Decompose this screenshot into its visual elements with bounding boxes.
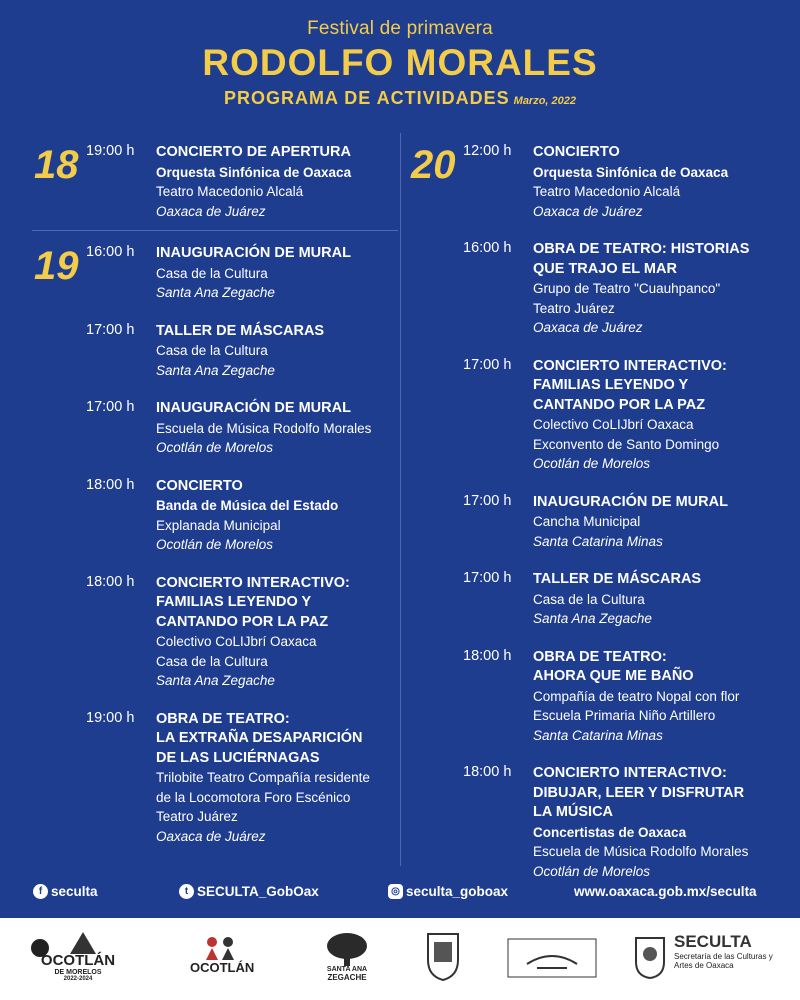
event-time: 17:00 h [463, 492, 512, 509]
event-detail: Grupo de Teatro "Cuauhpanco" [533, 281, 721, 296]
event-detail: Casa de la Cultura [533, 591, 645, 607]
event-time: 17:00 h [86, 321, 135, 338]
event-detail: Concertistas de Oaxaca [533, 824, 687, 840]
event-title: INAUGURACIÓN DE MURAL [156, 400, 351, 416]
zegache-logo [324, 932, 370, 982]
event-place: Oaxaca de Juárez [156, 828, 266, 844]
twitter-link[interactable] [179, 884, 319, 899]
event-title: CONCIERTO [533, 144, 620, 160]
day-number: 20 [411, 143, 456, 187]
event-title: QUE TRAJO EL MAR [533, 260, 677, 277]
event-title: TALLER DE MÁSCARAS [533, 571, 702, 587]
event-title: FAMILIAS LEYENDO Y [156, 594, 312, 610]
event-detail: Compañía de teatro Nopal con flor [533, 688, 740, 704]
event-detail: Teatro Macedonio Alcalá [156, 184, 304, 199]
event-time: 18:00 h [86, 476, 135, 493]
event-item [30, 399, 400, 458]
event-time: 17:00 h [463, 570, 512, 586]
event-time: 16:00 h [463, 240, 512, 256]
event-detail: Escuela de Música Rodolfo Morales [533, 844, 749, 859]
event-detail: Exconvento de Santo Domingo [533, 436, 720, 452]
seculta-sub1: Secretaría de las Culturas y [674, 952, 773, 961]
event-item [30, 710, 400, 847]
event-item [30, 477, 400, 555]
ocotlan-logo-sub: DE MORELOS [54, 969, 102, 976]
foundation-logo [507, 938, 597, 978]
event-item [30, 143, 400, 221]
twitter-icon: t [179, 884, 194, 899]
event-item [407, 570, 787, 629]
event-item [407, 764, 787, 881]
event-time: 18:00 h [86, 573, 135, 590]
event-title: INAUGURACIÓN DE MURAL [156, 245, 351, 261]
day-block-18 [30, 143, 400, 221]
event-place: Santa Ana Zegache [156, 362, 275, 378]
seculta-sub2: Artes de Oaxaca [674, 961, 734, 970]
event-title: LA EXTRAÑA DESAPARICIÓN [156, 730, 363, 746]
event-title: INAUGURACIÓN DE MURAL [533, 493, 728, 510]
column-divider [400, 133, 401, 866]
event-title: OBRA DE TEATRO: [533, 648, 667, 665]
event-place: Santa Ana Zegache [156, 285, 275, 300]
facebook-icon: f [33, 884, 48, 899]
day-number: 19 [34, 244, 79, 288]
day-block-20 [407, 143, 787, 881]
event-title: CONCIERTO DE APERTURA [156, 144, 351, 160]
zegache-logo-sub: ZEGACHE [327, 973, 367, 982]
left-column [30, 143, 400, 844]
event-item [30, 244, 400, 303]
event-time: 19:00 h [86, 709, 135, 726]
event-title: TALLER DE MÁSCARAS [156, 322, 325, 339]
event-place: Ocotlán de Morelos [533, 863, 651, 879]
event-detail: Banda de Música del Estado [156, 498, 339, 513]
tree-icon [324, 932, 370, 966]
event-place: Ocotlán de Morelos [156, 440, 274, 455]
municipal-seal [426, 930, 460, 982]
subtitle-row [0, 88, 800, 109]
event-detail: Escuela de Música Rodolfo Morales [156, 420, 372, 436]
event-detail: Casa de la Cultura [156, 343, 268, 358]
festival-label: Festival de primavera [307, 18, 493, 39]
event-title: OBRA DE TEATRO: HISTORIAS [533, 241, 750, 257]
state-seal-icon [632, 932, 668, 980]
day-number: 18 [34, 143, 79, 187]
event-title: LA MÚSICA [533, 804, 614, 820]
event-title: CANTANDO POR LA PAZ [156, 613, 329, 630]
event-title: CANTANDO POR LA PAZ [533, 396, 706, 413]
handshake-icon [507, 938, 597, 978]
event-detail: Orquesta Sinfónica de Oaxaca [156, 164, 352, 180]
event-detail: Casa de la Cultura [156, 265, 268, 281]
subtitle: PROGRAMA DE ACTIVIDADES [223, 88, 510, 108]
event-place: Santa Catarina Minas [533, 727, 663, 743]
event-item [407, 240, 787, 338]
event-detail: Cancha Municipal [533, 514, 641, 529]
event-title: CONCIERTO [156, 477, 243, 494]
ocotlan-logo [28, 932, 128, 982]
event-item [407, 357, 787, 474]
event-detail: Orquesta Sinfónica de Oaxaca [533, 164, 729, 180]
event-title: DIBUJAR, LEER Y DISFRUTAR [533, 784, 745, 801]
day-block-19 [30, 244, 400, 865]
seculta-text [674, 932, 773, 970]
event-place: Ocotlán de Morelos [533, 456, 651, 471]
ocotlan-culture-logo [190, 934, 254, 975]
event-place: Santa Ana Zegache [156, 673, 275, 688]
event-time: 17:00 h [86, 399, 135, 415]
twitter-handle: SECULTA_GobOax [197, 884, 319, 899]
facebook-link[interactable] [33, 884, 98, 899]
social-bar [0, 884, 800, 906]
ocotlan-logo-name: OCOTLÁN [40, 952, 116, 969]
event-detail: Colectivo CoLIJbrí Oaxaca [156, 634, 317, 649]
shield-icon [426, 930, 460, 982]
event-time: 19:00 h [86, 143, 135, 159]
event-time: 17:00 h [463, 356, 512, 373]
event-detail: Teatro Juárez [533, 300, 615, 316]
header [0, 0, 800, 109]
instagram-handle: seculta_goboax [406, 884, 509, 899]
event-place: Santa Ana Zegache [533, 611, 652, 626]
logo-bar [0, 918, 800, 1000]
right-column [407, 143, 787, 900]
event-title: DE LAS LUCIÉRNAGAS [156, 749, 320, 766]
event-place: Santa Catarina Minas [533, 533, 663, 549]
event-time: 16:00 h [86, 244, 135, 260]
zegache-logo-name: SANTA ANA [326, 966, 368, 973]
event-title: AHORA QUE ME BAÑO [533, 668, 694, 684]
event-title: CONCIERTO INTERACTIVO: [533, 765, 727, 781]
event-title: CONCIERTO INTERACTIVO: [156, 574, 350, 591]
event-title: FAMILIAS LEYENDO Y [533, 377, 689, 393]
event-item [407, 143, 787, 221]
event-detail: Explanada Municipal [156, 517, 281, 533]
event-time: 12:00 h [463, 143, 512, 159]
event-place: Oaxaca de Juárez [533, 320, 643, 335]
website-link[interactable] [574, 884, 757, 899]
ocotlan-logo-years: 2022-2024 [63, 976, 93, 982]
event-detail: Casa de la Cultura [156, 653, 268, 669]
event-place: Oaxaca de Juárez [533, 203, 643, 219]
event-item [407, 493, 787, 552]
ocotlan-culture-name: OCOTLÁN [190, 960, 255, 975]
event-item [30, 322, 400, 381]
event-place: Ocotlán de Morelos [156, 537, 274, 552]
event-detail: Colectivo CoLIJbrí Oaxaca [533, 417, 694, 432]
website-url: www.oaxaca.gob.mx/seculta [574, 884, 757, 899]
event-item [407, 648, 787, 746]
event-title: OBRA DE TEATRO: [156, 710, 290, 727]
seculta-logo [632, 932, 773, 980]
event-time: 18:00 h [463, 764, 512, 780]
facebook-handle: seculta [51, 884, 98, 899]
event-detail: de la Locomotora Foro Escénico [156, 789, 351, 805]
seculta-name: SECULTA [674, 932, 752, 951]
event-detail: Trilobite Teatro Compañía residente [156, 770, 370, 785]
event-item [30, 574, 400, 691]
event-title: CONCIERTO INTERACTIVO: [533, 357, 727, 374]
instagram-icon: ◎ [388, 884, 403, 899]
date-label: Marzo, 2022 [513, 95, 577, 107]
event-place: Oaxaca de Juárez [156, 203, 266, 219]
dancers-icon [192, 934, 252, 960]
instagram-link[interactable] [388, 884, 508, 899]
event-time: 18:00 h [463, 647, 512, 664]
event-detail: Escuela Primaria Niño Artillero [533, 708, 716, 723]
main-title: RODOLFO MORALES [202, 42, 598, 83]
event-detail: Teatro Juárez [156, 809, 238, 824]
event-detail: Teatro Macedonio Alcalá [533, 184, 681, 199]
